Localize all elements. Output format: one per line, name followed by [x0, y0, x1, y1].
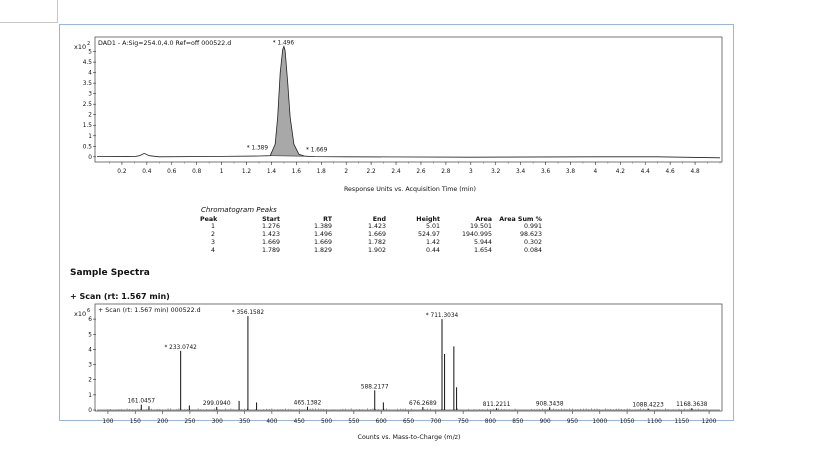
spectrum-x-tick-label: 100 — [102, 419, 114, 425]
chromatogram-peak-label: * 1.669 — [305, 147, 328, 154]
mass-spectrum-chart — [60, 301, 735, 441]
chromatogram-x-tick-label: 4.8 — [690, 169, 700, 175]
peaks-table-cell: 1.496 — [313, 231, 332, 238]
peaks-table-cell: 1.669 — [261, 239, 280, 246]
spectrum-y-tick-label: 3 — [88, 362, 92, 369]
spectrum-x-tick-label: 250 — [184, 419, 196, 425]
chromatogram-y-tick-label: 1.5 — [82, 123, 92, 130]
chromatogram-plot-area — [95, 37, 722, 162]
peaks-table-cell: 1.423 — [367, 223, 386, 230]
spectrum-y-tick-label: 0 — [88, 408, 92, 414]
peaks-table-header: End — [372, 216, 386, 223]
chromatogram-x-tick-label: 3.6 — [540, 169, 551, 175]
peaks-table-row — [199, 231, 543, 239]
spectrum-x-tick-label: 750 — [457, 419, 469, 425]
spectrum-peak-label: * 711.3034 — [425, 313, 459, 320]
chromatogram-x-tick-label: 0.2 — [117, 169, 127, 175]
peaks-table-cell: 1.389 — [313, 223, 332, 230]
spectrum-peak-label: 676.2689 — [409, 400, 437, 407]
spectrum-x-tick-label: 950 — [566, 419, 578, 425]
spectrum-y-tick-label: 5 — [88, 332, 92, 339]
peaks-table-cell: 1.42 — [425, 239, 440, 246]
scan-title: + Scan (rt: 1.567 min) — [70, 292, 170, 301]
spectrum-trace-label: + Scan (rt: 1.567 min) 000522.d — [98, 307, 201, 314]
peaks-table-cell: 1.829 — [313, 247, 332, 254]
spectrum-x-tick-label: 1200 — [701, 419, 717, 425]
peaks-table-cell: 3 — [210, 239, 215, 246]
chromatogram-peak-label: * 1.496 — [272, 40, 295, 47]
spectrum-x-tick-label: 600 — [375, 419, 387, 425]
chromatogram-x-tick-label: 1.2 — [241, 169, 252, 175]
peaks-table-header-row — [199, 216, 543, 223]
chromatogram-x-tick-label: 2.4 — [391, 169, 401, 175]
spectrum-peak-label: * 356.1582 — [231, 310, 265, 317]
chromatogram-y-tick-label: 0.5 — [82, 144, 92, 151]
chromatogram-scale-base: x10 — [74, 43, 87, 51]
chromatogram-x-tick-label: 1.8 — [316, 169, 326, 175]
chromatogram-peak-label: * 1.389 — [246, 145, 269, 152]
spectrum-peak-label: 1168.3638 — [676, 402, 708, 409]
spectrum-x-tick-label: 700 — [430, 419, 442, 425]
chromatogram-x-tick-label: 2.6 — [416, 169, 426, 175]
chromatogram-peaks-table — [199, 206, 543, 255]
peaks-table-cell: 1940.995 — [461, 231, 492, 238]
chromatogram-y-tick-label: 1 — [88, 133, 92, 140]
corner-frame — [0, 0, 58, 23]
spectrum-x-tick-label: 200 — [157, 419, 169, 425]
chromatogram-x-tick-label: 0.6 — [167, 169, 177, 175]
peaks-table-cell: 1.423 — [261, 231, 280, 238]
chromatogram-x-tick-label: 4.4 — [640, 169, 650, 175]
chromatogram-x-tick-label: 4.6 — [665, 169, 675, 175]
chromatogram-y-tick-label: 5 — [88, 49, 92, 56]
peaks-table-cell: 0.302 — [523, 239, 542, 246]
peaks-table-cell: 1.669 — [367, 231, 386, 238]
spectrum-peak-label: 908.3438 — [535, 401, 564, 408]
spectrum-x-tick-label: 500 — [320, 419, 333, 425]
chromatogram-x-tick-label: 0.4 — [142, 169, 152, 175]
spectrum-peak-label: 1088.4223 — [632, 402, 664, 409]
spectrum-x-tick-label: 350 — [239, 419, 251, 425]
chromatogram-trace-line — [97, 46, 720, 157]
peaks-table-header: RT — [323, 216, 332, 223]
chromatogram-y-tick-label: 3 — [88, 91, 92, 98]
peaks-table-header: Peak — [200, 216, 218, 223]
chromatogram-x-tick-label: 4 — [593, 169, 598, 175]
spectrum-scale-power: 6 — [87, 308, 91, 314]
chromatogram-y-tick-label: 4.5 — [82, 60, 92, 67]
chromatogram-y-tick-label: 4 — [88, 70, 92, 77]
spectrum-x-tick-label: 800 — [484, 419, 497, 425]
chromatogram-scale-power: 2 — [87, 41, 91, 47]
chromatogram-y-tick-label: 2 — [88, 112, 92, 119]
chromatogram-y-tick-label: 0 — [88, 154, 92, 161]
peaks-table-row — [199, 223, 543, 231]
chromatogram-x-tick-label: 3 — [468, 169, 473, 175]
spectrum-scale-base: x10 — [74, 310, 87, 318]
spectrum-peak-label: 299.0940 — [202, 400, 231, 407]
peaks-table-cell: 1.276 — [261, 223, 280, 230]
peaks-table-cell: 4 — [210, 247, 215, 254]
chromatogram-x-tick-label: 2.8 — [441, 169, 451, 175]
chromatogram-x-tick-label: 2.2 — [366, 169, 376, 175]
peaks-table-cell: 0.084 — [523, 247, 542, 254]
peaks-table-cell: 5.944 — [473, 239, 492, 246]
spectrum-x-tick-label: 850 — [512, 419, 524, 425]
spectrum-y-tick-label: 4 — [88, 347, 92, 354]
peaks-table-cell: 98.623 — [519, 231, 542, 238]
peaks-table-cell: 0.44 — [425, 247, 440, 254]
chromatogram-y-tick-label: 3.5 — [82, 81, 92, 88]
peaks-table-header: Height — [416, 216, 440, 223]
chromatogram-y-tick-label: 2.5 — [82, 102, 92, 109]
spectrum-x-tick-label: 1050 — [619, 419, 635, 425]
peaks-table-cell: 1.654 — [473, 247, 492, 254]
spectrum-x-tick-label: 1000 — [592, 419, 608, 425]
peaks-table-cell: 1.789 — [261, 247, 280, 254]
peaks-table-cell: 19.501 — [469, 223, 492, 230]
peaks-table-cell: 1.902 — [367, 247, 386, 254]
peaks-table-cell: 5.01 — [425, 223, 440, 230]
peaks-table-header: Area — [475, 216, 492, 223]
peaks-table-header: Area Sum % — [499, 216, 542, 223]
chromatogram-x-tick-label: 1 — [219, 169, 224, 175]
spectrum-y-tick-label: 2 — [88, 377, 92, 384]
report-frame — [59, 24, 734, 441]
chromatogram-x-axis-label: Response Units vs. Acquisition Time (min) — [343, 186, 477, 193]
spectrum-plot-area — [95, 304, 722, 411]
spectrum-x-tick-label: 450 — [293, 419, 305, 425]
chromatogram-x-tick-label: 0.8 — [192, 169, 202, 175]
spectrum-x-tick-label: 150 — [129, 419, 141, 425]
peaks-table-cell: 0.991 — [523, 223, 542, 230]
spectrum-peak-label: 588.2177 — [360, 384, 389, 391]
peaks-table-cell: 2 — [210, 231, 215, 238]
spectrum-x-tick-label: 300 — [211, 419, 223, 425]
peaks-table-cell: 1.669 — [313, 239, 332, 246]
chromatogram-x-tick-label: 2 — [344, 169, 349, 175]
chromatogram-x-tick-label: 3.2 — [491, 169, 501, 175]
spectrum-peak-label: * 233.0742 — [164, 344, 197, 351]
chromatogram-x-tick-label: 3.8 — [565, 169, 576, 175]
spectrum-y-tick-label: 1 — [88, 392, 92, 399]
spectrum-y-tick-label: 6 — [88, 317, 92, 324]
peaks-table-caption: Chromatogram Peaks — [201, 206, 277, 214]
spectrum-x-tick-label: 550 — [348, 419, 360, 425]
chromatogram-trace-label: DAD1 - A:Sig=254.0,4.0 Ref=off 000522.d — [98, 40, 232, 47]
spectrum-peak-label: 811.2211 — [482, 402, 511, 409]
peaks-table-row — [199, 239, 543, 247]
spectrum-peak-label: 161.0457 — [127, 398, 156, 405]
chromatogram-x-tick-label: 1.4 — [266, 169, 277, 175]
chromatogram-x-tick-label: 1.6 — [291, 169, 301, 175]
spectrum-x-tick-label: 1100 — [647, 419, 662, 425]
chromatogram-x-tick-label: 4.2 — [615, 169, 625, 175]
spectrum-x-axis-label: Counts vs. Mass-to-Charge (m/z) — [357, 434, 461, 441]
peaks-table-header: Start — [262, 216, 280, 223]
spectrum-x-tick-label: 1150 — [674, 419, 690, 425]
spectrum-x-tick-label: 650 — [402, 419, 415, 425]
chromatogram-x-tick-label: 3.4 — [516, 169, 526, 175]
spectrum-peak-label: 465.1382 — [293, 400, 322, 407]
peaks-table-cell: 1.782 — [367, 239, 386, 246]
spectrum-x-tick-label: 400 — [266, 419, 278, 425]
chromatogram-chart — [60, 25, 735, 200]
peaks-table-row — [199, 247, 543, 255]
spectrum-x-tick-label: 900 — [539, 419, 551, 425]
peaks-table-cell: 524.97 — [417, 231, 440, 238]
peaks-table-cell: 1 — [210, 223, 215, 230]
sample-spectra-title: Sample Spectra — [70, 268, 150, 278]
